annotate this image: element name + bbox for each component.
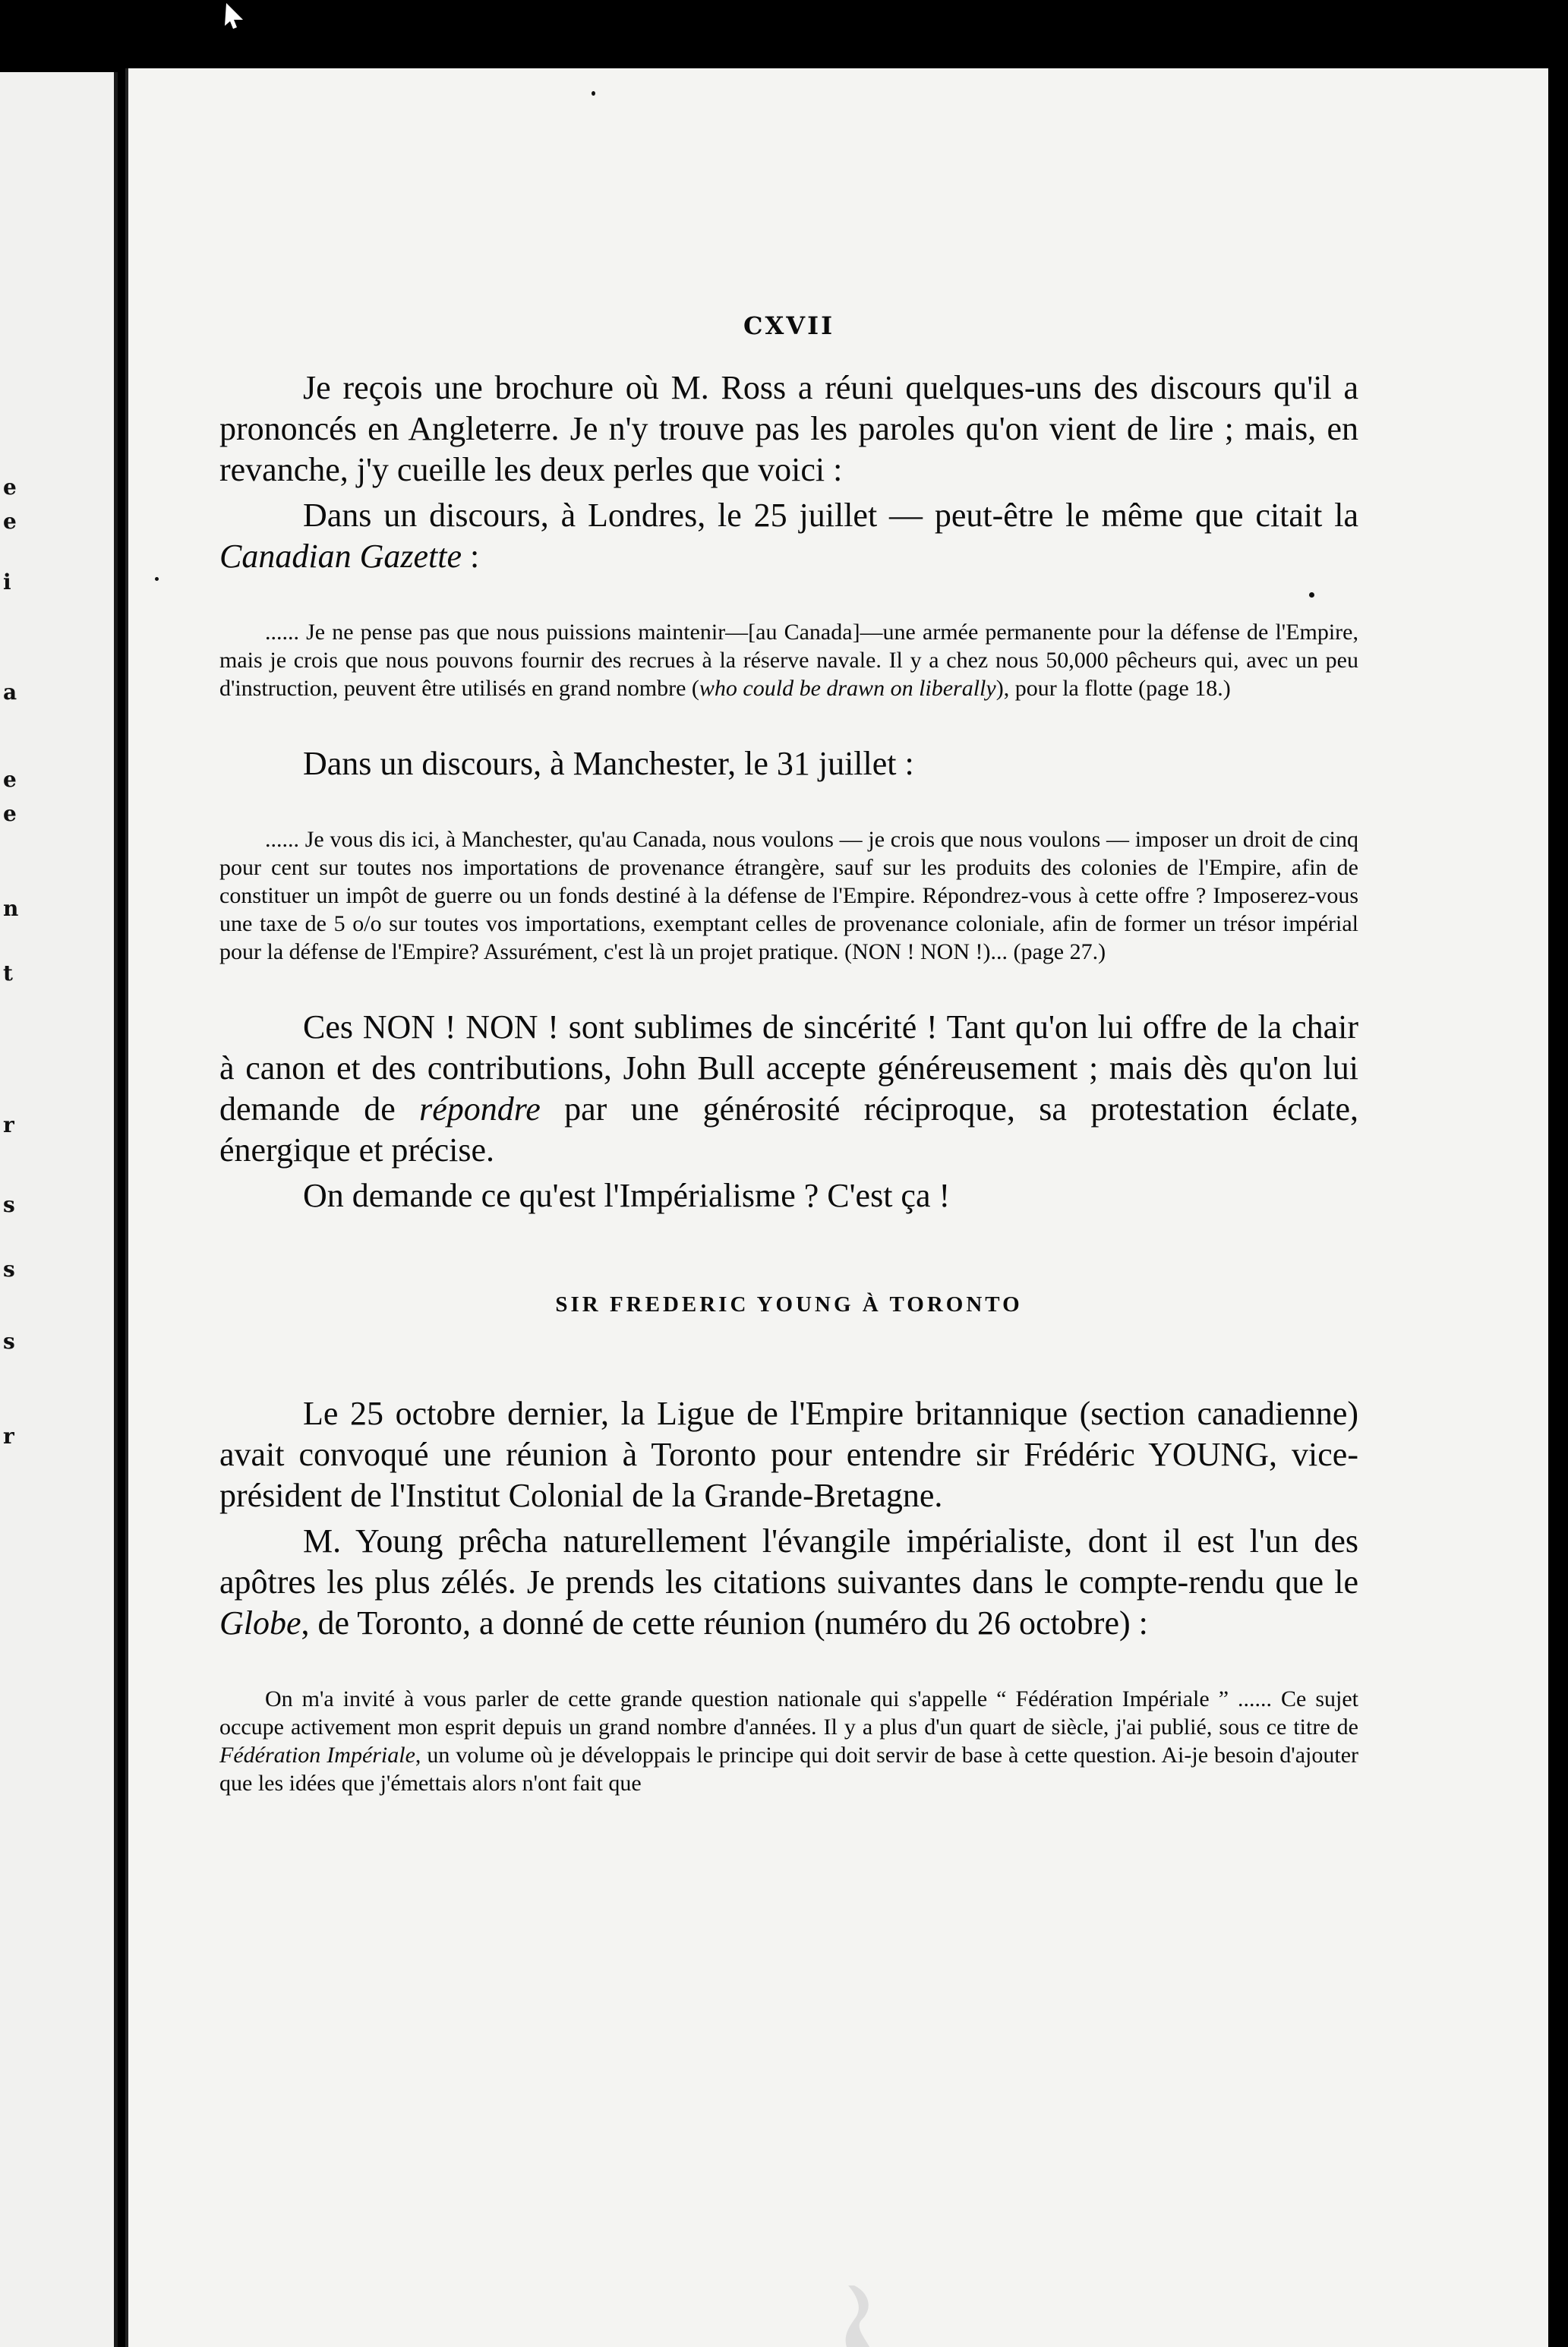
left-page-edge — [0, 72, 118, 2347]
paragraph: Le 25 octobre dernier, la Ligue de l'Empire britannique (section canadienne) avait convoqué une réunion à Toronto pour entendre sir Frédéric YOUNG, vice-président de l'Institut Colonial de la Grande-Bretagne. — [219, 1395, 1358, 1514]
edge-char: i — [3, 569, 11, 595]
paragraph-italic: Canadian Gazette — [219, 538, 462, 575]
scan-speck — [592, 91, 595, 96]
quote-text: ...... Je ne pense pas que nous puissions maintenir—[au Canada]—une armée permanente pour la défense de l'Empire, mais je crois que nous pouvons fournir des recrues à la réserve navale. Il y a chez nous 50,000 pêcheurs qui, avec un peu d'instruction, peuvent être utilisés en grand nombre ( — [219, 620, 1358, 701]
paragraph: On demande ce qu'est l'Impérialisme ? C'est ça ! — [303, 1177, 951, 1214]
paragraph-text: , de Toronto, a donné de cette réunion (numéro du 26 octobre) : — [301, 1604, 1148, 1642]
edge-char: n — [3, 896, 19, 921]
edge-char: r — [3, 1112, 14, 1137]
scan-speck — [155, 577, 159, 581]
section-heading: SIR FREDERIC YOUNG À TORONTO — [555, 1292, 1023, 1317]
document-page — [125, 68, 1548, 2347]
paragraph-text: Dans un discours, à Londres, le 25 juillet — peut-être le même que citait la — [303, 497, 1358, 534]
paragraph-text: M. Young prêcha naturellement l'évangile impérialiste, dont il est l'un des apôtres les plus zélés. Je prends les citations suivantes dans le compte-rendu que le — [219, 1522, 1358, 1601]
edge-char: t — [3, 961, 13, 986]
binding-mark-icon — [839, 2285, 881, 2347]
block-quote — [219, 618, 1358, 702]
page-body — [219, 311, 1358, 1838]
paragraph-italic: répondre — [419, 1090, 541, 1128]
edge-char: e — [3, 475, 17, 500]
quote-text: On m'a invité à vous parler de cette grande question nationale qui s'appelle “ Fédération Impériale ” ...... Ce sujet occupe activement mon esprit depuis un grand nombre d'années. Il y a plus d'un quart de siècle, j'ai publié, sous ce titre de — [219, 1686, 1358, 1740]
block-quote: ...... Je vous dis ici, à Manchester, qu'au Canada, nous voulons — je crois que nous voulons — imposer un droit de cinq pour cent sur toutes nos importations de provenance étrangère, sauf sur les produits des colonies de l'Empire, afin de constituer un impôt de guerre ou un fonds destiné à la défense de l'Empire. Répondrez-vous à cette offre ? Imposerez-vous une taxe de 5 o/o sur toutes vos importations, exemptant celles de provenance coloniale, afin de former un trésor impérial pour la défense de l'Empire? Assurément, c'est là un projet pratique. (NON ! NON !)... (page 27.) — [219, 827, 1358, 964]
paragraph-text: Ces NON ! NON ! sont sublimes de sincérité ! Tant qu'on lui offre de la chair à canon et des contributions, John Bull accepte généreusement ; mais dès qu'on lui demande de — [219, 1008, 1358, 1128]
paragraph — [219, 1007, 1358, 1171]
paragraph — [219, 495, 1358, 577]
page-number: CXVII — [743, 311, 835, 340]
edge-char: e — [3, 767, 17, 792]
corner-marker-icon — [220, 0, 251, 30]
paragraph — [219, 1521, 1358, 1644]
quote-italic: who could be drawn on liberally — [699, 676, 996, 701]
paragraph-italic: Globe — [219, 1604, 301, 1642]
quote-text: ), pour la flotte (page 18.) — [995, 676, 1231, 701]
edge-char: e — [3, 509, 17, 534]
paragraph-text: par une générosité réciproque, sa protestation éclate, énergique et précise. — [219, 1090, 1359, 1169]
edge-char: s — [3, 1329, 15, 1354]
edge-char: s — [3, 1257, 15, 1282]
paragraph: Je reçois une brochure où M. Ross a réuni quelques-uns des discours qu'il a prononcés en Angleterre. Je n'y trouve pas les paroles qu'on vient de lire ; mais, en revanche, j'y cueille les deux perles que voici : — [219, 369, 1358, 488]
paragraph: Dans un discours, à Manchester, le 31 juillet : — [303, 745, 914, 782]
edge-char: e — [3, 801, 17, 826]
edge-char: r — [3, 1424, 14, 1449]
block-quote — [219, 1685, 1358, 1797]
quote-italic: Fédération Impériale — [219, 1743, 415, 1768]
edge-char: s — [3, 1192, 15, 1217]
edge-char: a — [3, 680, 17, 705]
paragraph-text: : — [461, 538, 480, 575]
quote-text: , un volume où je développais le principe qui doit servir de base à cette question. Ai-je besoin d'ajouter que les idées que j'émettais alors n'ont fait que — [219, 1743, 1358, 1796]
